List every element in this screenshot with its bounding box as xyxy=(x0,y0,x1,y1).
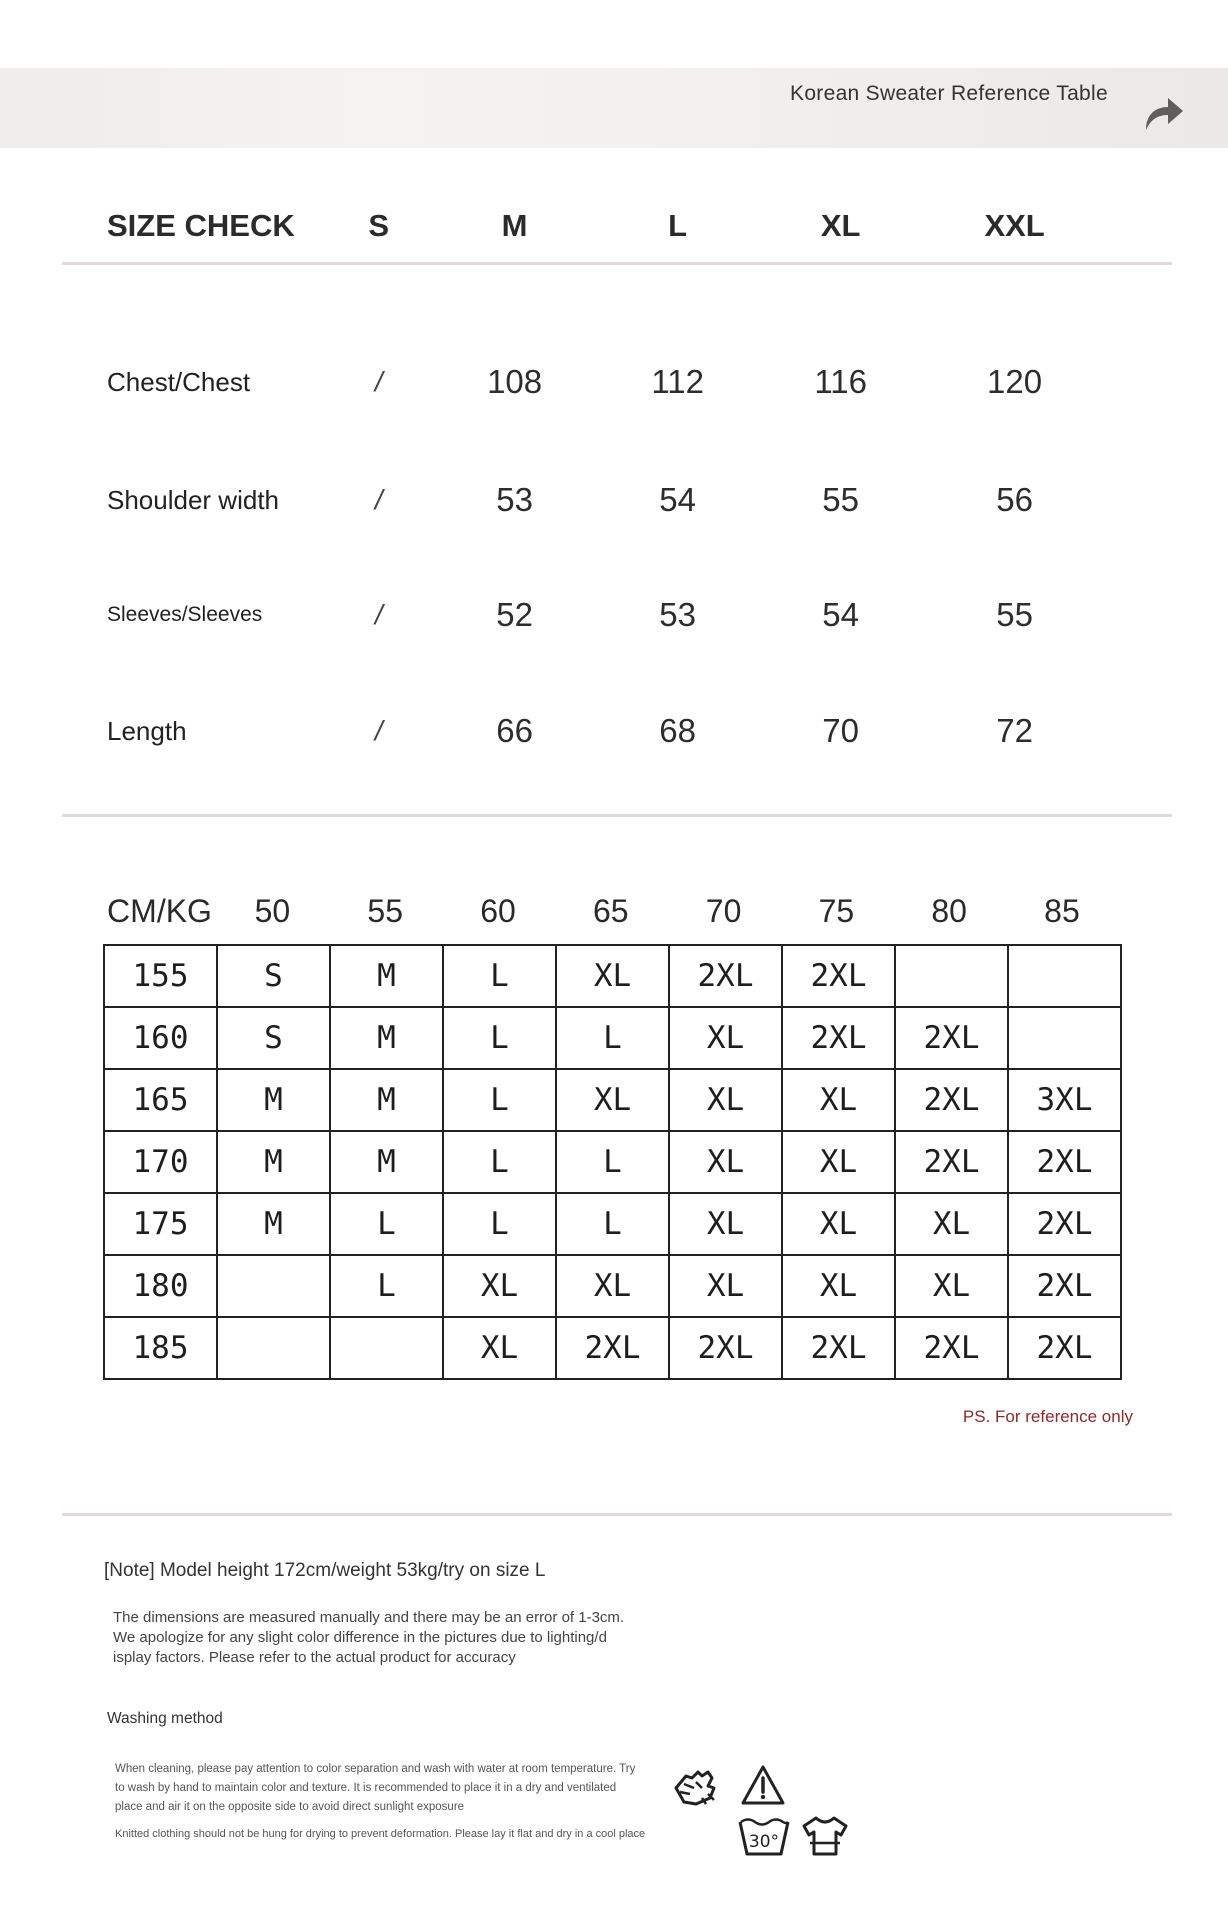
disclaimer-line: The dimensions are measured manually and there may be an error of 1-3cm. xyxy=(113,1609,625,1626)
size-recommendation-cell: XL xyxy=(556,945,669,1007)
disclaimer-line: isplay factors. Please refer to the actual product for accuracy xyxy=(113,1649,516,1666)
height-cell: 175 xyxy=(104,1193,217,1255)
size-row-label: Shoulder width xyxy=(107,484,279,515)
divider xyxy=(62,1513,1172,1516)
reference-note: PS. For reference only xyxy=(962,1407,1133,1426)
size-recommendation-cell: M xyxy=(217,1193,330,1255)
size-recommendation-cell: 2XL xyxy=(895,1007,1008,1069)
size-recommendation-cell: S xyxy=(217,1007,330,1069)
size-cell: 52 xyxy=(496,596,533,633)
washing-line: place and air it on the opposite side to avoid direct sunlight exposure xyxy=(115,1801,465,1813)
size-recommendation-cell: L xyxy=(443,1131,556,1193)
size-header-xxl: XXL xyxy=(984,208,1045,243)
size-recommendation-cell: XL xyxy=(782,1131,895,1193)
wash-temperature-label: 30° xyxy=(748,1832,780,1852)
size-recommendation-cell: XL xyxy=(669,1069,782,1131)
fit-chart-row xyxy=(104,1007,1121,1069)
size-row-label: Length xyxy=(107,715,187,746)
size-recommendation-cell: 2XL xyxy=(782,945,895,1007)
size-recommendation-cell: L xyxy=(330,1255,443,1317)
size-recommendation-cell: M xyxy=(217,1131,330,1193)
size-recommendation-cell: 2XL xyxy=(895,1317,1008,1379)
size-cell: 53 xyxy=(659,596,696,633)
hand-wash-icon xyxy=(672,1764,720,1810)
size-recommendation-cell: M xyxy=(330,1131,443,1193)
size-header-s: S xyxy=(368,208,390,243)
size-recommendation-cell: M xyxy=(330,1007,443,1069)
washing-instructions xyxy=(115,1760,665,1817)
fit-chart-row xyxy=(104,1193,1121,1255)
size-recommendation-cell: L xyxy=(556,1193,669,1255)
size-cell: 70 xyxy=(822,712,860,749)
size-cell: 56 xyxy=(996,481,1033,518)
size-recommendation-cell: XL xyxy=(895,1255,1008,1317)
size-recommendation-cell: XL xyxy=(669,1193,782,1255)
size-recommendation-cell: L xyxy=(330,1193,443,1255)
weight-header: 55 xyxy=(367,893,403,929)
size-recommendation-cell: S xyxy=(217,945,330,1007)
size-recommendation-cell: M xyxy=(330,1069,443,1131)
weight-header: 85 xyxy=(1044,893,1080,929)
size-recommendation-cell xyxy=(217,1317,330,1379)
flat-dry-shirt-icon xyxy=(800,1814,850,1860)
size-recommendation-cell: L xyxy=(443,1007,556,1069)
size-row-chest xyxy=(107,323,1107,441)
fit-chart-column-headers xyxy=(103,893,1119,937)
size-cell: 108 xyxy=(487,363,543,400)
size-recommendation-cell xyxy=(217,1255,330,1317)
size-recommendation-cell: XL xyxy=(556,1069,669,1131)
size-recommendation-cell: XL xyxy=(556,1255,669,1317)
size-cell: 66 xyxy=(496,712,533,749)
disclaimer-line: We apologize for any slight color difference in the pictures due to lighting/d xyxy=(113,1629,607,1646)
size-cell: 120 xyxy=(987,363,1043,400)
size-recommendation-cell: 2XL xyxy=(556,1317,669,1379)
size-recommendation-cell: XL xyxy=(669,1131,782,1193)
size-recommendation-cell: 2XL xyxy=(1008,1255,1121,1317)
fit-chart-grid xyxy=(103,944,1122,1380)
size-cell: 54 xyxy=(822,596,860,633)
size-cell: / xyxy=(374,599,383,630)
size-cell: / xyxy=(374,366,383,397)
size-recommendation-cell: L xyxy=(443,1193,556,1255)
size-recommendation-cell: 2XL xyxy=(1008,1131,1121,1193)
size-recommendation-cell: 3XL xyxy=(1008,1069,1121,1131)
weight-header: 70 xyxy=(705,893,742,929)
share-arrow-icon[interactable] xyxy=(1140,90,1186,136)
size-recommendation-cell: XL xyxy=(443,1317,556,1379)
size-cell: 53 xyxy=(496,481,533,518)
divider xyxy=(62,262,1172,265)
size-cell: 116 xyxy=(814,363,867,400)
size-recommendation-cell: XL xyxy=(895,1193,1008,1255)
size-recommendation-cell: XL xyxy=(669,1007,782,1069)
size-recommendation-cell: 2XL xyxy=(669,1317,782,1379)
weight-header: 50 xyxy=(254,893,291,929)
fit-chart-row xyxy=(104,1317,1121,1379)
size-cell: 54 xyxy=(659,481,696,518)
wash-30-icon xyxy=(737,1814,791,1860)
size-cell: / xyxy=(374,715,383,746)
washing-line: When cleaning, please pay attention to color separation and wash with water at room temperature. Try xyxy=(115,1763,636,1775)
weight-header: 65 xyxy=(592,893,629,929)
size-recommendation-cell: 2XL xyxy=(895,1131,1008,1193)
size-recommendation-cell: 2XL xyxy=(669,945,782,1007)
size-recommendation-cell xyxy=(330,1317,443,1379)
size-recommendation-cell: L xyxy=(443,945,556,1007)
size-row-shoulder xyxy=(107,441,1107,559)
washing-line: to wash by hand to maintain color and texture. It is recommended to place it in a dry and ventilated xyxy=(115,1782,617,1794)
fit-chart-row xyxy=(104,945,1121,1007)
model-note: [Note] Model height 172cm/weight 53kg/try on size L xyxy=(104,1560,546,1581)
height-cell: 180 xyxy=(104,1255,217,1317)
size-row-label: Sleeves/Sleeves xyxy=(107,603,263,626)
height-cell: 160 xyxy=(104,1007,217,1069)
divider xyxy=(62,814,1172,817)
size-recommendation-cell: 2XL xyxy=(1008,1317,1121,1379)
size-recommendation-cell xyxy=(895,945,1008,1007)
height-cell: 155 xyxy=(104,945,217,1007)
size-recommendation-cell: XL xyxy=(669,1255,782,1317)
size-recommendation-cell: M xyxy=(217,1069,330,1131)
size-header-label: SIZE CHECK xyxy=(107,208,295,243)
size-recommendation-cell: XL xyxy=(782,1069,895,1131)
size-recommendation-cell: XL xyxy=(782,1255,895,1317)
weight-header: 60 xyxy=(480,893,516,929)
size-recommendation-cell: L xyxy=(556,1131,669,1193)
size-recommendation-cell: 2XL xyxy=(782,1317,895,1379)
height-cell: 165 xyxy=(104,1069,217,1131)
size-recommendation-cell: M xyxy=(330,945,443,1007)
size-row-sleeves xyxy=(107,559,1107,671)
size-recommendation-cell: L xyxy=(443,1069,556,1131)
size-cell: 112 xyxy=(651,363,704,400)
size-recommendation-cell xyxy=(1008,1007,1121,1069)
drying-instructions: Knitted clothing should not be hung for drying to prevent deformation. Please lay it flat and dry in a cool place xyxy=(115,1828,646,1840)
size-recommendation-cell: XL xyxy=(443,1255,556,1317)
weight-header: 75 xyxy=(818,893,855,929)
size-cell: 68 xyxy=(659,712,696,749)
size-recommendation-cell: L xyxy=(556,1007,669,1069)
height-cell: 170 xyxy=(104,1131,217,1193)
page-title: Korean Sweater Reference Table xyxy=(790,82,1108,105)
dimensions-disclaimer xyxy=(113,1608,673,1668)
size-row-length xyxy=(107,671,1107,791)
size-header-xl: XL xyxy=(820,208,861,243)
washing-method-title: Washing method xyxy=(107,1710,223,1727)
size-cell: 72 xyxy=(996,712,1033,749)
fit-chart-row xyxy=(104,1255,1121,1317)
weight-header: 80 xyxy=(931,893,967,929)
fit-chart-row xyxy=(104,1131,1121,1193)
warning-icon xyxy=(740,1764,786,1806)
size-recommendation-cell: XL xyxy=(782,1193,895,1255)
size-cell: 55 xyxy=(996,596,1033,633)
height-cell: 185 xyxy=(104,1317,217,1379)
size-cell: 55 xyxy=(822,481,860,518)
fit-chart-row xyxy=(104,1069,1121,1131)
size-recommendation-cell: 2XL xyxy=(782,1007,895,1069)
size-cell: / xyxy=(374,484,383,515)
size-recommendation-cell: 2XL xyxy=(1008,1193,1121,1255)
header-banner xyxy=(0,68,1228,148)
size-recommendation-cell xyxy=(1008,945,1121,1007)
fit-chart-corner-label: CM/KG xyxy=(107,893,212,929)
size-header-m: M xyxy=(501,208,528,243)
size-row-label: Chest/Chest xyxy=(107,366,251,397)
size-header-l: L xyxy=(668,208,688,243)
size-recommendation-cell: 2XL xyxy=(895,1069,1008,1131)
size-header-row xyxy=(107,170,1107,323)
